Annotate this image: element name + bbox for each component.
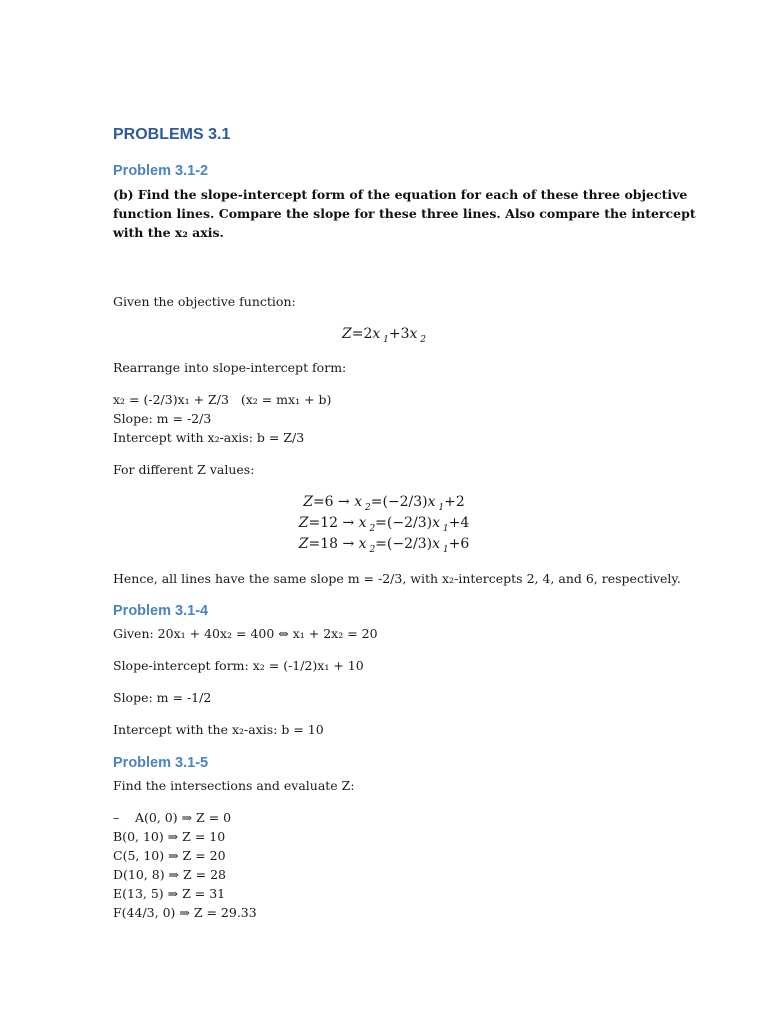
equation-z18: Z=18 → x $_2$=(−2/3)x $_1$+6	[298, 536, 470, 555]
problem-3-1-2-heading: Problem 3.1-2	[113, 163, 209, 179]
rearrange-text: Rearrange into slope-intercept form:	[113, 360, 347, 375]
point-c: C(5, 10) ⇒ Z = 20	[113, 848, 226, 863]
equation-z6: Z=6 → x $_2$=(−2/3)x $_1$+2	[303, 494, 465, 513]
equation-z12: Z=12 → x $_2$=(−2/3)x $_1$+4	[298, 515, 470, 534]
for-different-z-text: For different Z values:	[113, 462, 255, 477]
point-a-text: A(0, 0) ⇒ Z = 0	[135, 810, 232, 825]
given-constraint-text: Given: 20x₁ + 40x₂ = 400 ⇔ x₁ + 2x₂ = 20	[113, 626, 378, 641]
page-title: PROBLEMS 3.1	[113, 126, 231, 143]
point-d: D(10, 8) ⇒ Z = 28	[113, 867, 227, 882]
problem-3-1-5-heading: Problem 3.1-5	[113, 755, 209, 771]
problem-3-1-4-heading: Problem 3.1-4	[113, 603, 209, 619]
intersections-intro-text: Find the intersections and evaluate Z:	[113, 778, 355, 793]
objective-function-equation: Z=2x $_1$+3x $_2$	[341, 326, 426, 345]
slope-intercept-form-text: Slope-intercept form: x₂ = (-1/2)x₁ + 10	[113, 658, 364, 673]
point-b: B(0, 10) ⇒ Z = 10	[113, 829, 226, 844]
conclusion-text: Hence, all lines have the same slope m = -2/3, with x₂-intercepts 2, 4, and 6, respectively.	[113, 571, 681, 586]
list-bullet: –	[113, 810, 120, 825]
point-a	[113, 810, 231, 825]
slope-value-text: Slope: m = -1/2	[113, 690, 212, 705]
intercept-text: Intercept with x₂-axis: b = Z/3	[113, 430, 305, 445]
slope-text: Slope: m = -2/3	[113, 411, 212, 426]
slope-intercept-equation: x₂ = (-2/3)x₁ + Z/3 (x₂ = mx₁ + b)	[113, 392, 332, 407]
intercept-value-text: Intercept with the x₂-axis: b = 10	[113, 722, 324, 737]
question-line-1: (b) Find the slope-intercept form of the equation for each of these three objective	[113, 187, 688, 202]
given-objective-text: Given the objective function:	[113, 294, 296, 309]
point-e: E(13, 5) ⇒ Z = 31	[113, 886, 226, 901]
point-f: F(44/3, 0) ⇒ Z = 29.33	[113, 905, 257, 920]
question-line-2: function lines. Compare the slope for these three lines. Also compare the intercept	[113, 206, 696, 221]
question-line-3: with the x₂ axis.	[113, 225, 224, 240]
